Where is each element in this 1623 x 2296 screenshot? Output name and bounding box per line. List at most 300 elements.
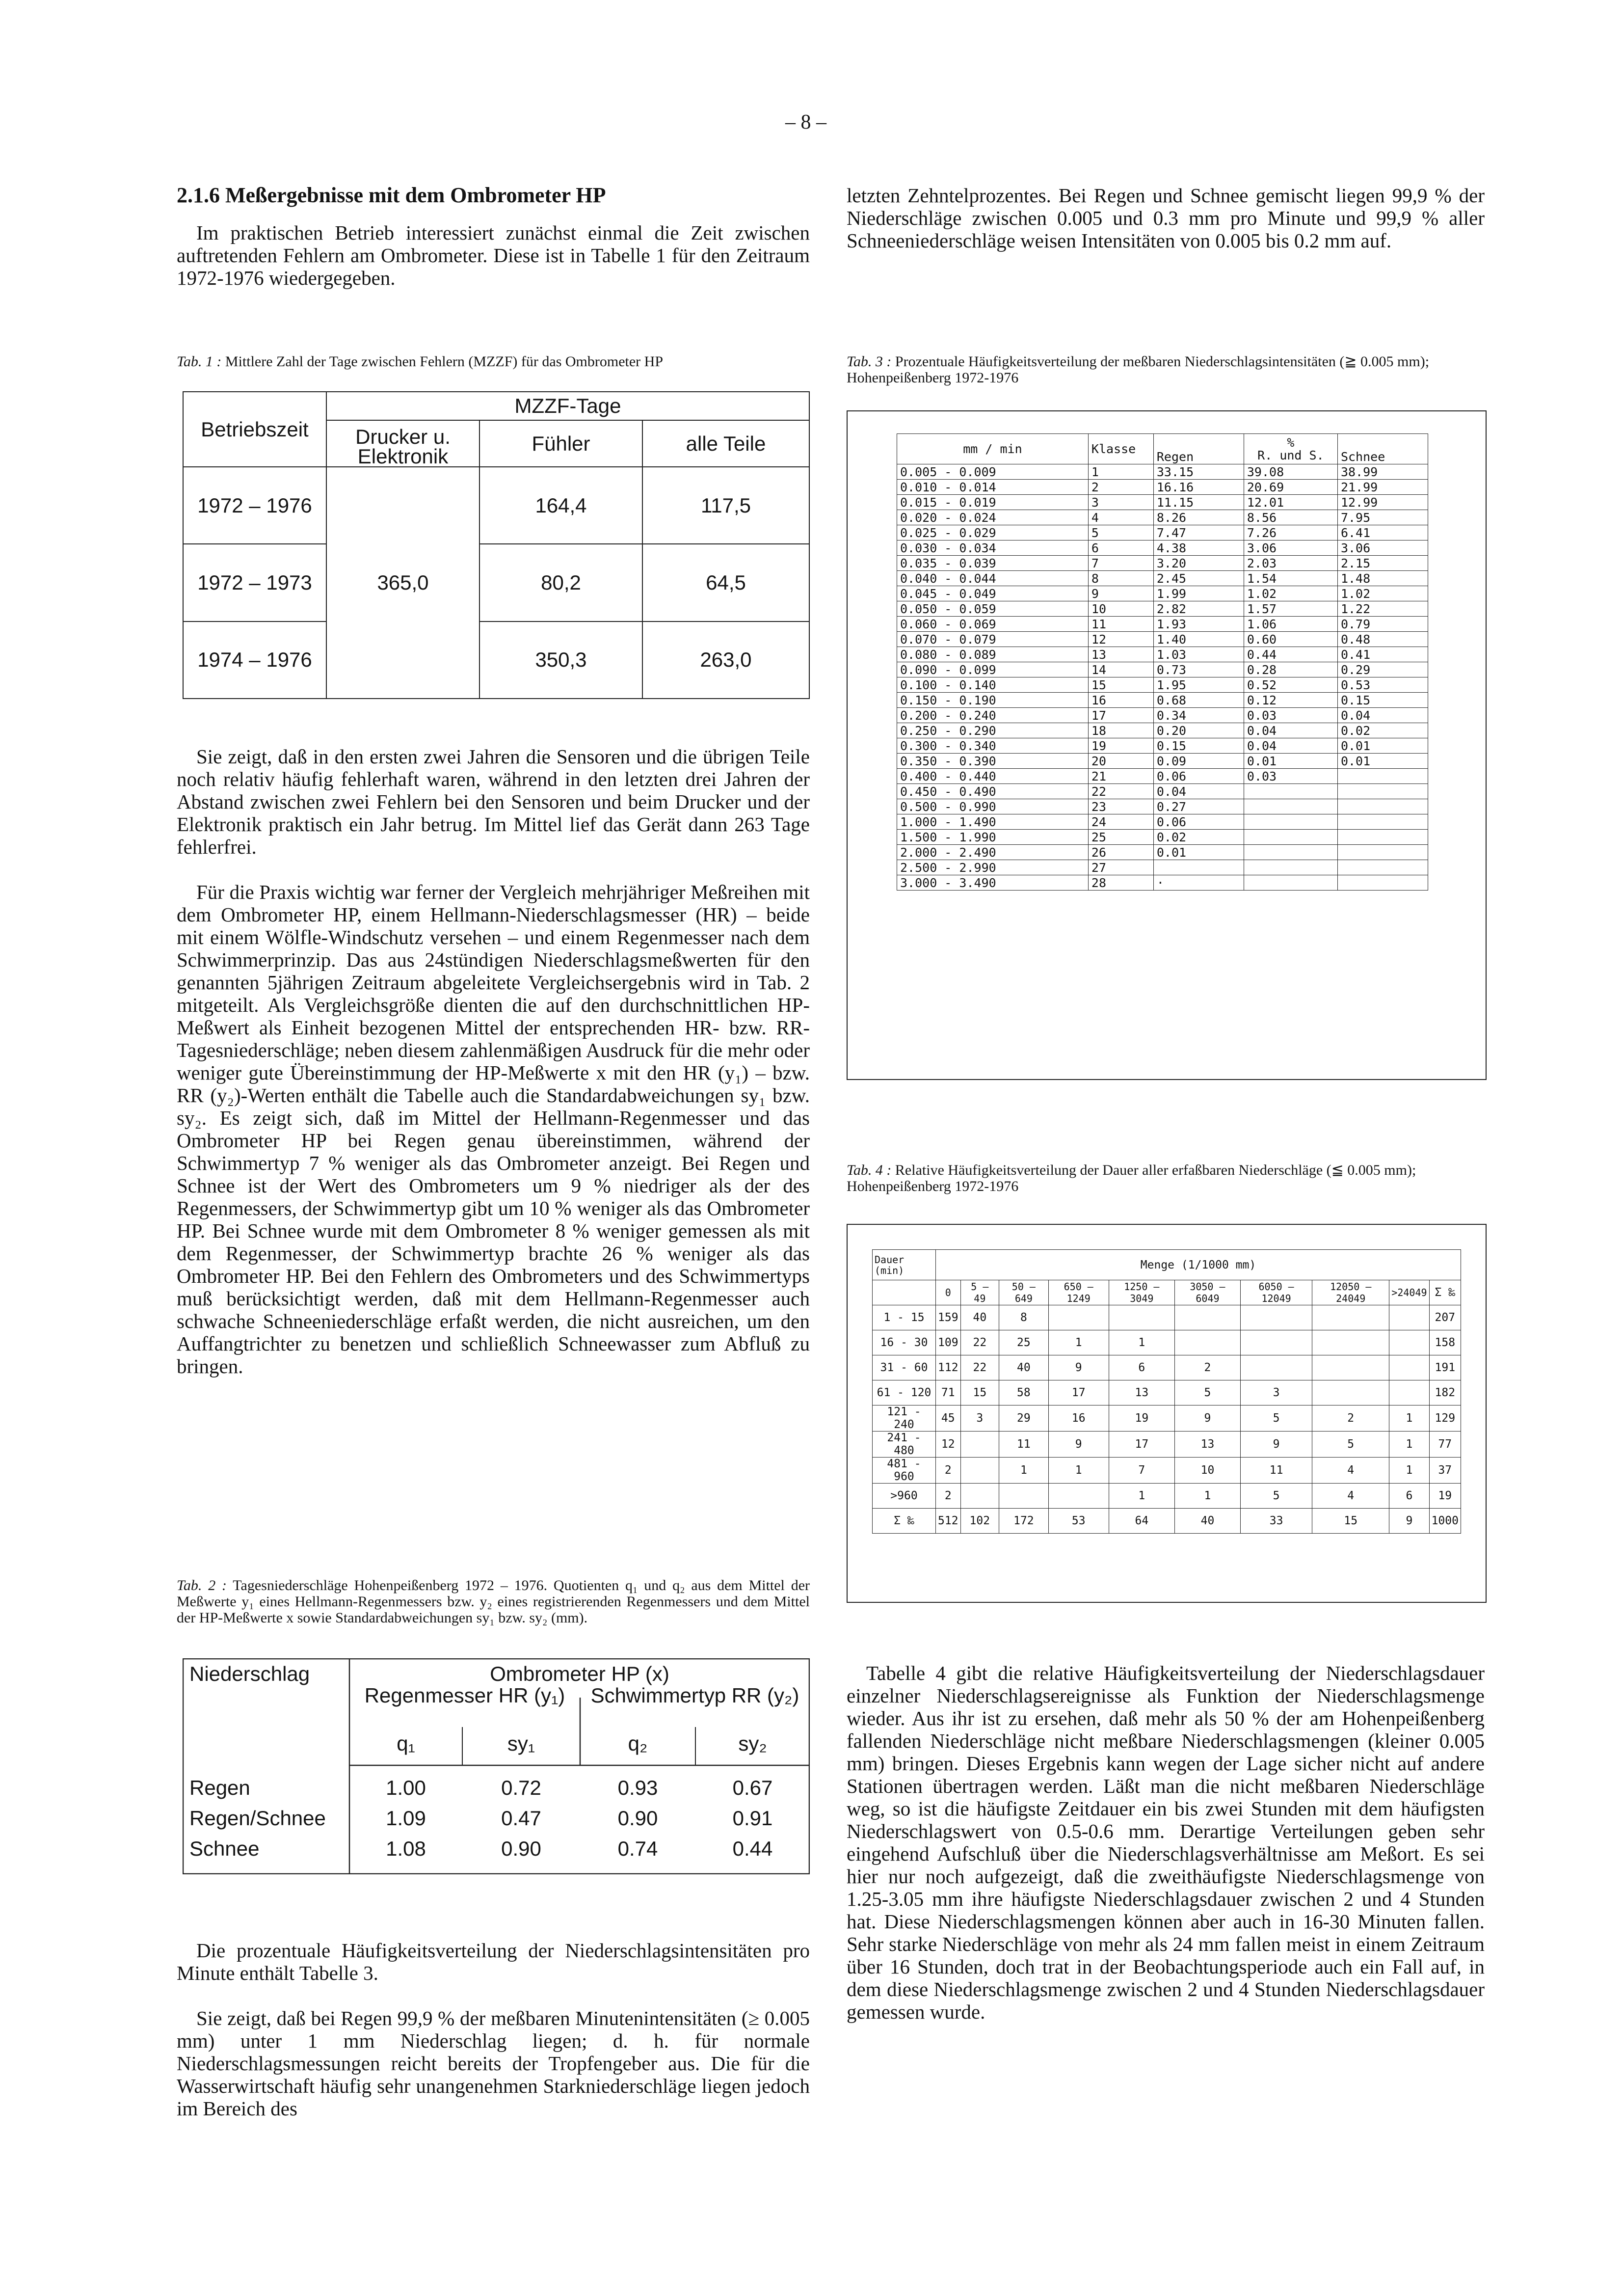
table-row <box>897 464 1428 480</box>
table2-s2: sy₂ <box>738 1732 767 1755</box>
table3-mixed: 8.56 <box>1244 510 1337 525</box>
table3-class: 26 <box>1088 845 1153 860</box>
table2 <box>183 1658 810 1874</box>
table3-mixed: 0.04 <box>1244 738 1337 754</box>
table4-cell: 64 <box>1109 1509 1174 1534</box>
table2-s2-value: 0.91 <box>732 1807 773 1830</box>
table3-snow: 0.41 <box>1337 647 1428 662</box>
table4-cell <box>1312 1380 1389 1405</box>
table-row <box>897 723 1428 738</box>
table4-caption-text: Relative Häufigkeitsverteilung der Dauer aller erfaßbaren Niederschläge (≦ 0.005 mm); Hohenpeißenberg 1972-1976 <box>847 1162 1416 1194</box>
table3-mixed: 1.54 <box>1244 571 1337 586</box>
table3-mixed <box>1244 860 1337 875</box>
table3-rain: 1.03 <box>1153 647 1244 662</box>
table1-all: 117,5 <box>642 467 809 544</box>
table3-snow: 6.41 <box>1337 525 1428 540</box>
table3-caption-label: Tab. 3 : <box>847 353 892 370</box>
table3-rain: 0.27 <box>1153 799 1244 814</box>
table3-range: 1.500 - 1.990 <box>897 830 1089 845</box>
table2-caption-text: Tagesniederschläge Hohenpeißenberg 1972 – 1976. Quotienten q₁ und q₂ aus dem Mittel der Meßwerte y₁ eines Hellmann-Regenmessers bzw. y₂ eines registrierenden Regenmessers und dem Mittel der HP-Meßwerte x sowie Standardabweichungen sy₁ bzw. sy₂ (mm). <box>177 1577 810 1626</box>
table3-h-class: Klasse <box>1088 434 1153 464</box>
table4-cell: 1 <box>1048 1458 1109 1484</box>
table3-range: 0.200 - 0.240 <box>897 708 1089 723</box>
table2-s1-value: 0.47 <box>501 1807 541 1830</box>
table3-class: 17 <box>1088 708 1153 723</box>
table3-class: 21 <box>1088 769 1153 784</box>
table3-range: 0.030 - 0.034 <box>897 540 1089 556</box>
table3-rain: 1.93 <box>1153 617 1244 632</box>
table1-header-group: MZZF-Tage <box>326 392 809 420</box>
table3-rain: 0.06 <box>1153 814 1244 830</box>
table3-snow: 2.15 <box>1337 556 1428 571</box>
table-row <box>873 1355 1461 1380</box>
table4-cell: 3 <box>960 1405 999 1432</box>
table4-cell: 40 <box>999 1355 1049 1380</box>
table4-cell: 7 <box>1109 1458 1174 1484</box>
table4-cell: 2 <box>1312 1405 1389 1432</box>
paragraph: Sie zeigt, daß bei Regen 99,9 % der meßbaren Minutenintensitäten (≥ 0.005 mm) unter 1 mm Niederschlag liegen; d. h. für normale Niederschlagsmessungen reicht bereits der Tropfengeber aus. Die für die Wasserwirtschaft häufig sehr unangenehmen Starkniederschläge liegen jedoch im Bereich des <box>177 2007 810 2120</box>
table4-duration: 16 - 30 <box>873 1330 936 1355</box>
table4-cell <box>1174 1330 1240 1355</box>
table4-amount-col: 6050 – 12049 <box>1241 1280 1312 1305</box>
table-row <box>897 677 1428 693</box>
table-row <box>897 601 1428 617</box>
paragraph: Für die Praxis wichtig war ferner der Vergleich mehrjähriger Meßreihen mit dem Ombrometer HP, einem Hellmann-Niederschlagsmesser (HR) – beide mit einem Wölfle-Windschutz versehen – und einem Regenmesser nach dem Schwimmerprinzip. Das aus 24stündigen Niederschlagsmeßwerten für den genannten 5jährigen Zeitraum abgeleitete Vergleichsergebnis wird in Tab. 2 mitgeteilt. Als Vergleichsgröße dienten die auf den durchschnittlichen HP-Meßwert als Einheit bezogenen Mittel der entsprechenden HR- bzw. RR-Tagesniederschläge; neben diesem zahlenmäßigen Ausdruck für die mehr oder weniger gute Übereinstimmung der HP-Meßwerte x mit den HR (y₁) – bzw. RR (y₂)-Werten enthält die Tabelle auch die Standardabweichungen sy₁ bzw. sy₂. Es zeigt sich, daß im Mittel der Hellmann-Regenmesser und das Ombrometer HP bei Regen genau übereinstimmen, während der Schwimmertyp 7 % weniger als das Ombrometer anzeigt. Bei Regen und Schnee ist der Wert des Ombrometers um 9 % niedriger als der des Regenmessers, der Schwimmertyp gibt um 10 % weniger als das Ombrometer HP. Bei Schnee wurde mit dem Ombrometer 8 % weniger gemessen als mit dem Regenmesser, der Schwimmertyp brachte 26 % weniger als das Ombrometer HP. Bei den Fehlern des Ombrometers und des Schwimmertyps muß berücksichtigt werden, daß mit dem Hellmann-Regenmesser auch schwache Schneeniederschläge erfaßt werden, die nicht ausreichen, um den Auffangtrichter zu benetzen und schließlich Schneewasser zum Abfluß zu bringen. <box>177 881 810 1378</box>
table4-cell: 19 <box>1109 1405 1174 1432</box>
section-heading: 2.1.6 Meßergebnisse mit dem Ombrometer HP <box>177 183 606 207</box>
table-row <box>897 510 1428 525</box>
table3-snow <box>1337 860 1428 875</box>
table3-rain: 0.73 <box>1153 662 1244 677</box>
table1-all: 64,5 <box>642 544 809 621</box>
table4-cell: 5 <box>1312 1432 1389 1458</box>
table3-snow: 12.99 <box>1337 495 1428 510</box>
table3-snow: 38.99 <box>1337 464 1428 480</box>
table4-cell: 5 <box>1241 1405 1312 1432</box>
table3-class: 27 <box>1088 860 1153 875</box>
table3-class: 5 <box>1088 525 1153 540</box>
table-row <box>897 632 1428 647</box>
table-row <box>897 754 1428 769</box>
table3-rain: 4.38 <box>1153 540 1244 556</box>
table-row <box>897 525 1428 540</box>
table4-cell: 2 <box>936 1484 961 1509</box>
table3-class: 12 <box>1088 632 1153 647</box>
table3-mixed: 2.03 <box>1244 556 1337 571</box>
table2-row-label: Schnee <box>189 1837 260 1860</box>
table3-class: 11 <box>1088 617 1153 632</box>
table4-amount-col: 1250 – 3049 <box>1109 1280 1174 1305</box>
table2-row-label: Regen <box>189 1776 250 1799</box>
table1-period: 1974 – 1976 <box>183 621 326 699</box>
table1-sensor: 350,3 <box>479 621 642 699</box>
table1-caption-text: Mittlere Zahl der Tage zwischen Fehlern (MZZF) für das Ombrometer HP <box>225 353 664 370</box>
table4-cell: 22 <box>960 1330 999 1355</box>
table3-rain: 1.40 <box>1153 632 1244 647</box>
table4-cell <box>1241 1305 1312 1330</box>
table4-cell: 25 <box>999 1330 1049 1355</box>
table4-cell: 17 <box>1048 1380 1109 1405</box>
table3-range: 0.035 - 0.039 <box>897 556 1089 571</box>
table4 <box>872 1249 1461 1534</box>
table3-range: 0.005 - 0.009 <box>897 464 1089 480</box>
table2-q2: q₂ <box>628 1732 648 1755</box>
table-row <box>897 845 1428 860</box>
table4-cell: 13 <box>1109 1380 1174 1405</box>
table4-cell <box>1389 1305 1429 1330</box>
table4-cell: 22 <box>960 1355 999 1380</box>
table3-class: 28 <box>1088 875 1153 891</box>
table3-range: 0.150 - 0.190 <box>897 693 1089 708</box>
table4-cell <box>1048 1305 1109 1330</box>
table3-snow <box>1337 830 1428 845</box>
table3-class: 16 <box>1088 693 1153 708</box>
table-row <box>897 784 1428 799</box>
table3-mixed: 3.06 <box>1244 540 1337 556</box>
table2-s1: sy₁ <box>507 1732 535 1755</box>
table3-rain: 1.99 <box>1153 586 1244 601</box>
table3-snow: 1.48 <box>1337 571 1428 586</box>
table3-rain: 16.16 <box>1153 480 1244 495</box>
table4-cell <box>1048 1484 1109 1509</box>
table2-row-label: Regen/Schnee <box>189 1807 326 1830</box>
table-row <box>183 1776 810 1806</box>
table4-cell: 109 <box>936 1330 961 1355</box>
table4-cell: 9 <box>1174 1405 1240 1432</box>
table3-caption-text: Prozentuale Häufigkeitsverteilung der meßbaren Niederschlagsintensitäten (≧ 0.005 mm); Hohenpeißenberg 1972-1976 <box>847 353 1430 386</box>
table4-row-sum: 1000 <box>1429 1509 1461 1534</box>
table4-caption-label: Tab. 4 : <box>847 1162 892 1178</box>
table3-mixed: 0.28 <box>1244 662 1337 677</box>
table2-caption-label: Tab. 2 : <box>177 1577 227 1594</box>
table2-s1-value: 0.72 <box>501 1776 541 1799</box>
table4-cell: 2 <box>936 1458 961 1484</box>
table2-s1-value: 0.90 <box>501 1837 541 1860</box>
table3-rain: 8.26 <box>1153 510 1244 525</box>
table-row <box>183 1807 810 1836</box>
table4-amount-col: 5 – 49 <box>960 1280 999 1305</box>
table1 <box>183 391 810 699</box>
table3-range: 0.350 - 0.390 <box>897 754 1089 769</box>
table3-class: 8 <box>1088 571 1153 586</box>
table3-snow: 0.01 <box>1337 738 1428 754</box>
table3-snow <box>1337 784 1428 799</box>
table3-range: 0.080 - 0.089 <box>897 647 1089 662</box>
table2-col-type: Niederschlag <box>189 1662 310 1685</box>
table3-rain: 0.04 <box>1153 784 1244 799</box>
table4-duration: Σ ‰ <box>873 1509 936 1534</box>
table4-cell <box>960 1484 999 1509</box>
table-row <box>897 860 1428 875</box>
table4-amount-col: 3050 – 6049 <box>1174 1280 1240 1305</box>
table3-mixed: 1.57 <box>1244 601 1337 617</box>
table4-cell: 1 <box>1109 1330 1174 1355</box>
table3-mixed: 12.01 <box>1244 495 1337 510</box>
table3-snow <box>1337 814 1428 830</box>
table3-class: 23 <box>1088 799 1153 814</box>
table3-snow: 7.95 <box>1337 510 1428 525</box>
table3-rain <box>1153 860 1244 875</box>
table-row <box>183 1837 810 1866</box>
table-row <box>897 662 1428 677</box>
table3-h-rain: Regen <box>1153 434 1244 464</box>
right-column-bottom <box>847 1662 1485 2023</box>
table4-cell <box>1312 1305 1389 1330</box>
table3-h-mixed-label: R. und S. <box>1257 448 1324 462</box>
table4-cell: 17 <box>1109 1432 1174 1458</box>
table4-cell: 9 <box>1389 1509 1429 1534</box>
table-row <box>897 814 1428 830</box>
table4-cell <box>1389 1355 1429 1380</box>
table3-mixed <box>1244 845 1337 860</box>
table-row <box>897 769 1428 784</box>
table4-cell: 9 <box>1048 1432 1109 1458</box>
table-row <box>183 621 809 699</box>
table4-cell <box>960 1458 999 1484</box>
table4-row-sum: 77 <box>1429 1432 1461 1458</box>
table3-mixed: 0.52 <box>1244 677 1337 693</box>
table1-period: 1972 – 1973 <box>183 544 326 621</box>
table3-snow: 0.79 <box>1337 617 1428 632</box>
table3-class: 10 <box>1088 601 1153 617</box>
table3-range: 0.040 - 0.044 <box>897 571 1089 586</box>
table2-sub2: Schwimmertyp RR (y₂) <box>590 1684 799 1707</box>
table-row <box>897 830 1428 845</box>
table3-range: 2.000 - 2.490 <box>897 845 1089 860</box>
paragraph: Die prozentuale Häufigkeitsverteilung der Niederschlagsintensitäten pro Minute enthält Tabelle 3. <box>177 1939 810 1984</box>
table4-cell: 12 <box>936 1432 961 1458</box>
table4-cell: 5 <box>1241 1484 1312 1509</box>
table3-range: 0.050 - 0.059 <box>897 601 1089 617</box>
table2-caption <box>177 1577 810 1626</box>
table3-snow <box>1337 845 1428 860</box>
table3-snow: 21.99 <box>1337 480 1428 495</box>
table1-caption <box>177 353 810 370</box>
table3-mixed: 39.08 <box>1244 464 1337 480</box>
table3-rain: 2.45 <box>1153 571 1244 586</box>
table4-cell <box>1389 1330 1429 1355</box>
table-row <box>873 1330 1461 1355</box>
table3-class: 14 <box>1088 662 1153 677</box>
table3-mixed: 1.06 <box>1244 617 1337 632</box>
table3-snow: 0.01 <box>1337 754 1428 769</box>
section-intro: Im praktischen Betrieb interessiert zunächst einmal die Zeit zwischen auftretenden Fehlern am Ombrometer. Diese ist in Tabelle 1 für den Zeitraum 1972-1976 wiedergegeben. <box>177 221 810 289</box>
table4-duration: >960 <box>873 1484 936 1509</box>
table3-mixed <box>1244 814 1337 830</box>
table4-cell: 4 <box>1312 1458 1389 1484</box>
table-row <box>897 571 1428 586</box>
table3-h-mixed <box>1244 434 1337 464</box>
table4-cell: 112 <box>936 1355 961 1380</box>
table3-mixed: 0.03 <box>1244 769 1337 784</box>
table4-cell: 1 <box>1048 1330 1109 1355</box>
table3-snow: 1.22 <box>1337 601 1428 617</box>
table-row <box>873 1380 1461 1405</box>
table4-cell <box>1312 1330 1389 1355</box>
table2-q1: q₁ <box>397 1732 415 1755</box>
table4-amount-col: 12050 – 24049 <box>1312 1280 1389 1305</box>
table-row <box>897 556 1428 571</box>
table2-q2-value: 0.74 <box>617 1837 658 1860</box>
table4-cell: 4 <box>1312 1484 1389 1509</box>
table3-range: 2.500 - 2.990 <box>897 860 1089 875</box>
paragraph: Tabelle 4 gibt die relative Häufigkeitsverteilung der Niederschlagsdauer einzelner Niederschlagsereignisse als Funktion der Niederschlagsmenge wieder. Aus ihr ist zu ersehen, daß mehr als 50 % der am Hohenpeißenberg fallenden Niederschläge nicht meßbare Niederschlagsmengen (kleiner 0.005 mm) bringen. Dieses Ergebnis kann wegen der Lage sicher nicht auf andere Stationen übertragen werden. Läßt man die nicht meßbaren Niederschläge weg, so ist die häufigste Zeitdauer ein bis zwei Stunden mit dem häufigsten Niederschlagswert von 0.5-0.6 mm. Derartige Verteilungen geben sehr eingehend Aufschluß über die Niederschlagsverhältnisse am Meßort. Es sei hier nur noch aufgezeigt, daß die zweithäufigste Niederschlagsmenge von 1.25-3.05 mm ihre häufigste Niederschlagsdauer zwischen 2 und 4 Stunden hat. Diese Niederschlagsmengen können aber auch in 16-30 Minuten fallen. Sehr starke Niederschläge von mehr als 24 mm fallen meist in einem Zeitraum über 16 Stunden, doch trat in der Beobachtungsperiode auch ein Fall auf, in dem diese Niederschlagsmenge zwischen 2 und 4 Stunden Niederschlagsdauer gemessen wurde. <box>847 1662 1485 2023</box>
table-row <box>897 540 1428 556</box>
table3-mixed: 1.02 <box>1244 586 1337 601</box>
table3-class: 18 <box>1088 723 1153 738</box>
table3-class: 25 <box>1088 830 1153 845</box>
table4-cell: 71 <box>936 1380 961 1405</box>
table1-col-printer: Drucker u. Elektronik <box>326 420 479 467</box>
table4-cell <box>999 1484 1049 1509</box>
table4-amount-col: >24049 <box>1389 1280 1429 1305</box>
table1-col-all: alle Teile <box>642 420 809 467</box>
table3-rain: 0.20 <box>1153 723 1244 738</box>
table1-caption-label: Tab. 1 : <box>177 353 222 370</box>
table4-caption <box>847 1162 1485 1194</box>
table3-range: 0.010 - 0.014 <box>897 480 1089 495</box>
table3-class: 1 <box>1088 464 1153 480</box>
table4-cell: 1 <box>999 1458 1049 1484</box>
table4-frame <box>847 1224 1487 1603</box>
table3-snow: 3.06 <box>1337 540 1428 556</box>
table1-col-sensor: Fühler <box>479 420 642 467</box>
table4-cell: 512 <box>936 1509 961 1534</box>
table-row <box>183 467 809 544</box>
table4-cell: 1 <box>1109 1484 1174 1509</box>
table-row <box>897 495 1428 510</box>
table4-amount-col: 650 – 1249 <box>1048 1280 1109 1305</box>
table3-class: 4 <box>1088 510 1153 525</box>
table3-mixed: 0.01 <box>1244 754 1337 769</box>
table4-cell: 40 <box>1174 1509 1240 1534</box>
table2-q1-value: 1.08 <box>386 1837 426 1860</box>
table3-mixed: 0.44 <box>1244 647 1337 662</box>
table1-period: 1972 – 1976 <box>183 467 326 544</box>
left-column-bottom <box>177 1939 810 2120</box>
table-row <box>897 875 1428 891</box>
table-row <box>897 617 1428 632</box>
table4-cell <box>960 1432 999 1458</box>
table4-cell: 8 <box>999 1305 1049 1330</box>
table-row <box>183 544 809 621</box>
table4-cell: 13 <box>1174 1432 1240 1458</box>
table4-row-sum: 191 <box>1429 1355 1461 1380</box>
table3-range: 0.400 - 0.440 <box>897 769 1089 784</box>
table3-mixed: 0.12 <box>1244 693 1337 708</box>
table4-cell: 102 <box>960 1509 999 1534</box>
table4-h-amount: Menge (1/1000 mm) <box>936 1250 1461 1280</box>
table-row <box>897 647 1428 662</box>
table-row <box>873 1305 1461 1330</box>
table3-range: 0.070 - 0.079 <box>897 632 1089 647</box>
table1-all: 263,0 <box>642 621 809 699</box>
table-row <box>897 708 1428 723</box>
table3-rain: 3.20 <box>1153 556 1244 571</box>
table3-mixed: 0.60 <box>1244 632 1337 647</box>
table3-mixed: 0.03 <box>1244 708 1337 723</box>
table3-caption <box>847 353 1485 386</box>
table3-mixed <box>1244 799 1337 814</box>
table1-sensor: 80,2 <box>479 544 642 621</box>
table-row <box>897 586 1428 601</box>
table4-cell: 10 <box>1174 1458 1240 1484</box>
paragraph: Sie zeigt, daß in den ersten zwei Jahren die Sensoren und die übrigen Teile noch relativ häufig fehlerhaft waren, während in den letzten drei Jahren der Abstand zwischen zwei Fehlern bei den Sensoren und beim Drucker und der Elektronik praktisch ein Jahr betrug. Im Mittel lief das Gerät dann 263 Tage fehlerfrei. <box>177 745 810 858</box>
table3-class: 6 <box>1088 540 1153 556</box>
table3-range: 0.450 - 0.490 <box>897 784 1089 799</box>
table-row <box>873 1405 1461 1432</box>
table-row <box>897 738 1428 754</box>
table3-rain: 2.82 <box>1153 601 1244 617</box>
table3-rain: 1.95 <box>1153 677 1244 693</box>
table4-duration: 61 - 120 <box>873 1380 936 1405</box>
table4-amount-col: 0 <box>936 1280 961 1305</box>
table4-cell: 45 <box>936 1405 961 1432</box>
table3-snow: 0.29 <box>1337 662 1428 677</box>
table3-snow: 0.15 <box>1337 693 1428 708</box>
table4-cell: 1 <box>1389 1458 1429 1484</box>
table3-range: 0.500 - 0.990 <box>897 799 1089 814</box>
table3-class: 9 <box>1088 586 1153 601</box>
left-column-body <box>177 745 810 1378</box>
table4-cell: 1 <box>1389 1432 1429 1458</box>
right-column-top <box>847 184 1485 252</box>
table4-row-sum: 37 <box>1429 1458 1461 1484</box>
table4-cell: 2 <box>1174 1355 1240 1380</box>
table4-cell: 29 <box>999 1405 1049 1432</box>
table4-cell: 58 <box>999 1380 1049 1405</box>
table4-cell: 11 <box>999 1432 1049 1458</box>
table4-corner <box>873 1280 936 1305</box>
table3-rain: 11.15 <box>1153 495 1244 510</box>
table3-snow: 1.02 <box>1337 586 1428 601</box>
table4-cell: 6 <box>1389 1484 1429 1509</box>
table4-duration: 1 - 15 <box>873 1305 936 1330</box>
table-row <box>897 799 1428 814</box>
table3-range: 0.015 - 0.019 <box>897 495 1089 510</box>
table4-cell: 1 <box>1389 1405 1429 1432</box>
table4-cell: 53 <box>1048 1509 1109 1534</box>
table3-frame <box>847 410 1487 1080</box>
table4-cell: 1 <box>1174 1484 1240 1509</box>
table3-rain: 0.34 <box>1153 708 1244 723</box>
table3-class: 7 <box>1088 556 1153 571</box>
table2-q1-value: 1.00 <box>386 1776 426 1799</box>
table3-range: 0.250 - 0.290 <box>897 723 1089 738</box>
table1-sensor: 164,4 <box>479 467 642 544</box>
table4-cell <box>1312 1355 1389 1380</box>
table3-range: 3.000 - 3.490 <box>897 875 1089 891</box>
table3-rain: 0.02 <box>1153 830 1244 845</box>
table3-mixed: 0.04 <box>1244 723 1337 738</box>
table-row <box>873 1458 1461 1484</box>
table3-class: 3 <box>1088 495 1153 510</box>
table3-range: 0.060 - 0.069 <box>897 617 1089 632</box>
table1-printer-value: 365,0 <box>326 467 479 699</box>
table3-rain: 0.09 <box>1153 754 1244 769</box>
table3-mixed: 7.26 <box>1244 525 1337 540</box>
table-row <box>897 480 1428 495</box>
table2-s2-value: 0.44 <box>732 1837 773 1860</box>
table3-snow <box>1337 799 1428 814</box>
table3-h-mixed-pct: % <box>1287 435 1295 450</box>
table3-range: 0.100 - 0.140 <box>897 677 1089 693</box>
table3-range: 0.090 - 0.099 <box>897 662 1089 677</box>
table4-cell: 172 <box>999 1509 1049 1534</box>
table4-cell <box>1389 1380 1429 1405</box>
table3-mixed <box>1244 875 1337 891</box>
table3-snow: 0.04 <box>1337 708 1428 723</box>
